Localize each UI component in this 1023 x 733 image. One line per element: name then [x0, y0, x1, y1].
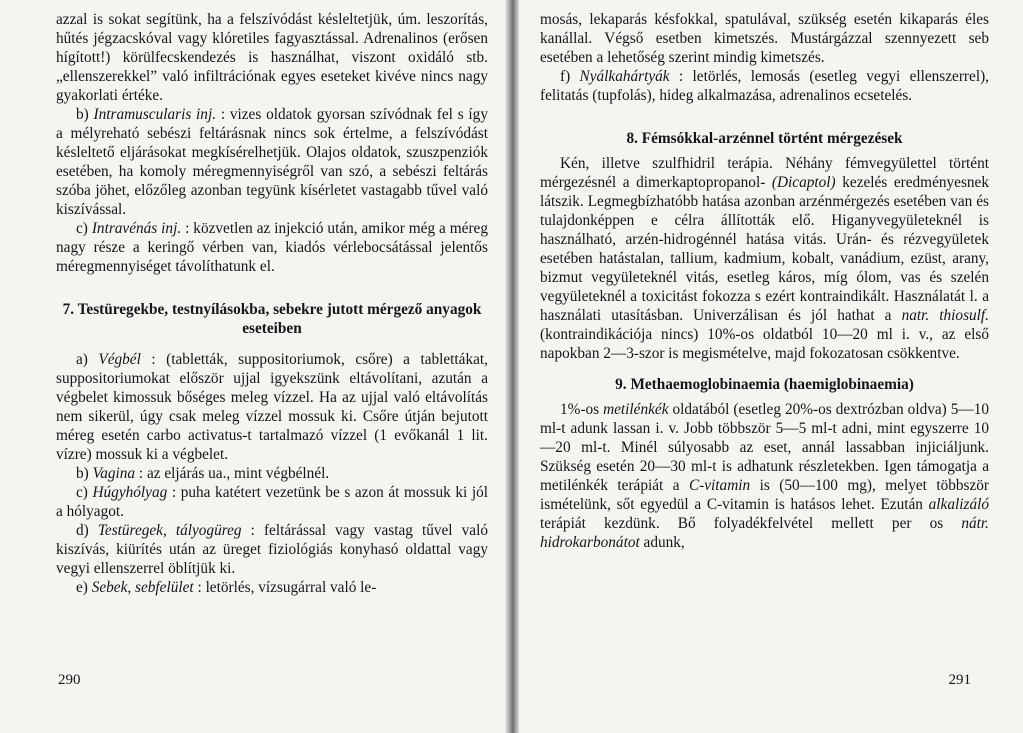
item-text: közvetlen az injekció után, amikor még a méreg nagy része a keringő vérben van, kiadós vérlebocsátással jelentős méregmennyiséget távolíthatunk el. — [56, 220, 488, 275]
paragraph-c-intravenous: c) Intravénás inj. : közvetlen az injekció után, amikor még a méreg nagy része a keringő vérben van, kiadós vérlebocsátással jelentős méregmennyiséget távolíthatunk el. — [56, 220, 488, 275]
section-heading-8: 8. Fémsókkal-arzénnel történt mérgezések — [626, 130, 903, 147]
item-label: Húgyhólyag — [92, 484, 168, 501]
paragraph-section-8: Kén, illetve szulfhidril terápia. Néhány fémvegyülettel történt mérgezésnél a dimerkaptopropanol- (Dicaptol) kezelés eredményesnek látszik. Legmegbízhatóbb hatása azonban arzénmérgezés esetében van és tulajdonképpen e célra állították elő. Higanyvegyületeknél is használható, arzén-hidrogénnél hatása vitás. Urán- és rézvegyületek esetében hatástalan, tallium, kadmium, kobalt, vanádium, ezüst, arany, bizmut vegyületeknél vitás, esetleg káros, míg ólom, vas és szelén vegyületeknél a toxicitást fokozza s ezért kontraindikált. Használatát l. a használati utasításban. Univerzálisan és jól hathat a natr. thiosulf. (kontraindikációja nincs) 10%-os oldatból 10—20 ml i. v., az első napokban 2—3-szor is megismételve, majd fokozatosan csökkentve. — [540, 155, 989, 362]
item-label: Intramuscularis inj. — [93, 106, 217, 123]
section-heading-7: 7. Testüregekbe, testnyílásokba, sebekre jutott mérgező anyagok eseteiben — [62, 301, 482, 337]
item-text: letörlés, lemosás (esetleg vegyi ellenszerrel), felitatás (tupfolás), hideg alkalmazása, adrenalinos ecsetelés. — [540, 68, 989, 104]
right-page — [514, 0, 1023, 733]
item-text: vizes oldatok gyorsan szívódnak fel s így a mélyreható sebészi feltárásnak nincs sok értelme, a felszívódást késleltető eljárásokat megkísérelhetjük. Olajos oldatok, szuszpenziók esetében, ha komoly méregmennyiségről van szó, a sebészi feltárás szóba jöhet, előzőleg azonban tegyünk kísérletet vastagabb tűvel való kiszívással. — [56, 106, 488, 218]
item-text: puha katétert vezetünk be s azon át mossuk ki jól a hólyagot. — [56, 484, 488, 520]
paragraph-b-vagina: b) Vagina : az eljárás ua., mint végbélnél. — [76, 465, 330, 482]
item-text: feltárással vagy vastag tűvel való kiszívás, kiürítés után az üreget fiziológiás konyhasó oldattal vagy vegyi ellenszerrel öblítjük ki. — [56, 522, 488, 577]
left-page — [0, 0, 510, 733]
item-label: Sebek, sebfelület — [91, 579, 194, 596]
paragraph-a-vegbel: a) Végbél : (tabletták, suppositoriumok, csőre) a tablettákat, suppositoriumokat először ujjal igyekszünk eltávolítani, azután a végbelet kimossuk bőséges meleg vízzel. Ha az ujjal való eltávolítás nem sikerül, úgy csak meleg vízzel mossuk ki. Csőre útján bejutott méreg esetén carbo activatus-t tartalmazó vízzel (1 evőkanál 1 lit. vízre) mossuk ki a végbelet. — [56, 351, 488, 463]
page-number-right: 291 — [948, 672, 971, 688]
item-text: letörlés, vízsugárral való le- — [205, 579, 377, 596]
item-text: (tabletták, suppositoriumok, csőre) a tablettákat, suppositoriumokat először ujjal igyekszünk eltávolítani, azután a végbelet kimossuk bőséges meleg vízzel. Ha az ujjal való eltávolítás nem sikerül, úgy csak meleg vízzel mossuk ki. Csőre útján bejutott méreg esetén carbo activatus-t tartalmazó vízzel (1 evőkanál 1 lit. vízre) mossuk ki a végbelet. — [56, 351, 488, 463]
paragraph-e-sebek: e) Sebek, sebfelület : letörlés, vízsugárral való le- — [76, 579, 377, 596]
paragraph-section-9: 1%-os metilénkék oldatából (esetleg 20%-os dextrózban oldva) 5—10 ml-t adunk lassan i. v. Jobb többször 5—5 ml-t adni, mint egyszerre 10—20 ml-t. Minél súlyosabb az eset, annál lassabban injiciáljunk. Szükség esetén 20—30 ml-t is adhatunk részletekben. Igen támogatja a metilénkék terápiát a C-vitamin is (50—100 mg), melyet többször ismételünk, sőt egyedül a C-vitamin is hatásos lehet. Ezután alkalizáló terápiát kezdünk. Bő folyadékfelvétel mellett per os nátr. hidrokarbonátot adunk, — [540, 401, 990, 551]
item-label: Testüregek, tályogüreg — [97, 522, 242, 539]
book-gutter — [505, 0, 519, 733]
section-heading-9: 9. Methaemoglobinaemia (haemiglobinaemia) — [615, 376, 914, 393]
item-text: az eljárás ua., mint végbélnél. — [146, 465, 330, 482]
paragraph-f-nyalkahartyak: f) Nyálkahártyák : letörlés, lemosás (esetleg vegyi ellenszerrel), felitatás (tupfolás), hideg alkalmazása, adrenalinos ecsetelés. — [540, 68, 989, 104]
paragraph-b-intramuscular: b) Intramuscularis inj. : vizes oldatok gyorsan szívódnak fel s így a mélyreható sebészi feltárásnak nincs sok értelme, a felszívódást késleltető eljárásokat megkísérelhetjük. Olajos oldatok, szuszpenziók esetében, ha komoly méregmennyiségről van szó, a sebészi feltárás szóba jöhet, előzőleg azonban tegyünk kísérletet vastagabb tűvel való kiszívással. — [56, 106, 488, 218]
paragraph-c-hugyholyag: c) Húgyhólyag : puha katétert vezetünk be s azon át mossuk ki jól a hólyagot. — [56, 484, 488, 520]
paragraph-d-testuregek: d) Testüregek, tályogüreg : feltárással vagy vastag tűvel való kiszívás, kiürítés után az üreget fiziológiás konyhasó oldattal vagy vegyi ellenszerrel öblítjük ki. — [56, 522, 488, 577]
item-label: Vagina — [92, 465, 136, 482]
item-label: Nyálkahártyák — [579, 68, 670, 85]
item-label: Intravénás inj. — [91, 220, 182, 237]
page-number-left: 290 — [58, 672, 81, 688]
item-label: Végbél — [98, 351, 141, 368]
paragraph-intro-right: mosás, lekaparás késfokkal, spatulával, szükség esetén kikaparás éles kanállal. Végső esetben kimetszés. Mustárgázzal szennyezett seb esetében a lehetőség szerint mindig kimetszés. — [540, 11, 989, 66]
paragraph-intro: azzal is sokat segítünk, ha a felszívódást késleltetjük, úm. leszorítás, hűtés jégzacskóval vagy klóretiles fagyasztással. Adrenalinos (erősen hígított!) körülfecskendezés is használhat, viszont oxidáló stb. „ellenszerekkel” való infiltrációnak egyes eseteket kivéve nincs nagy gyakorlati értéke. — [56, 11, 488, 104]
